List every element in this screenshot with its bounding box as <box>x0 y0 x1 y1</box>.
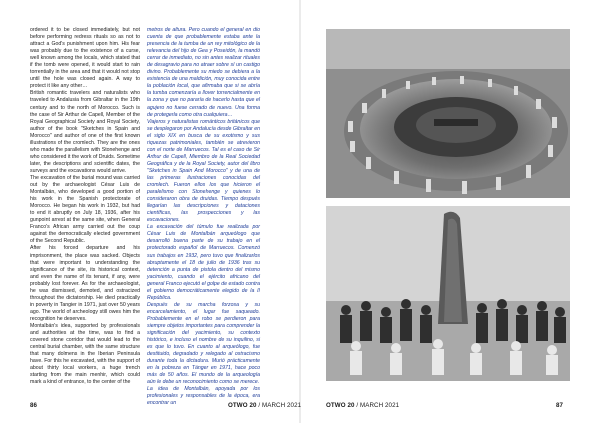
spanish-paragraph: metros de altura. Pero cuando el general en dio cuenta de que probablemente estaba ante la presencia de la tumba de un rey mitológico de la relevancia del hijo de Gea y Poseidón, la mandó cerrar de inmediato, no sin antes realizar rituales de desagravio para no atraer sobre sí un castigo divino. Probablemente su miedo se debiera a la existencia de una maldición, muy conocida entre la población local, que afirmaba que si se abría la tumba comenzaría a llover torrencialmente en la zona y que no pararía de hacerlo hasta que el agujero no fuese cerrado de nuevo. Una forma de protegerla como otra cualquiera… <box>147 27 260 118</box>
magazine-issue: OTWO 20 <box>228 402 257 409</box>
spanish-paragraph: La idea de Montalbán, apoyada por los profesionales y responsables de la época, era encontrar un <box>147 386 260 407</box>
english-paragraph: ordered it to be closed immediately, but not before performing redress rituals so as not to attract a God's punishment upon him. His fear was probably due to the existence of a curse, well known among the locals, which stated that if the tomb were opened, it would start to rain torrentially in the area and that it would not stop until the hole was closed again. A way to protect it like any other… <box>30 27 140 90</box>
page-gutter <box>299 0 301 423</box>
page-number-right: 87 <box>556 402 564 409</box>
magazine-issue: OTWO 20 <box>326 402 355 409</box>
spanish-paragraph: Después de su marcha forzosa y su encarcelamiento, el lugar fue saqueado. Probablemente en el robo se perdieron para siempre objetos importantes para comprender la significación del yacimiento, su contexto histórico, e incluso el nombre de su inquilino, si es que lo tuvo. En cuanto al arqueólogo, fue destituido, degradado y relegado al ostracismo durante toda la dictadura. Murió prácticamente en la pobreza en Tánger en 1971, hace poco más de 50 años. El mundo de la arqueología aún le debe un reconocimiento como se merece. <box>147 301 260 386</box>
magazine-date: / MARCH 2021 <box>256 402 302 409</box>
magazine-footer-right <box>326 402 399 409</box>
english-text-column <box>30 27 140 398</box>
english-paragraph: British romantic travelers and naturalists who traveled to Andalusia from Gibraltar in the 19th century and to the north of Morocco. Such is the case of Sir Arthur de Capell, Member of the Royal Geographical Society and Royal Society, author of the book "Sketches in Spain and Morocco" and author of one of the first known illustrations of the cromlech. They are the ones who made the parallelism with Stonehenge and who considered it the work of Druids. Sometime later, the descriptions and scientific dates, the surveys and the excavations would arrive. <box>30 90 140 174</box>
spanish-paragraph: La excavación del túmulo fue realizada por César Luis de Montalbán arqueólogo que desarrolló buena parte de su trabajo en el protectorado español de Marruecos. Comenzó sus trabajos en 1932, pero tuvo que finalizarlos abruptamente el 18 de julio de 1936 tras su detención a punta de pistola dentro del mismo yacimiento, cuando el ejército africano del general Franco ejecutó el golpe de estado contra el gobierno democráticamente elegido de la II República. <box>147 224 260 301</box>
magazine-footer-left <box>228 402 301 409</box>
english-paragraph: Montalbán's idea, supported by professionals and authorities at the time, was to find a covered stone corridor that would lead to the central burial chamber, with the same structure that many dolmens in the Iberian Peninsula have. For this he excavated, with the support of about thirty local workers, a huge trench starting from the main menhir, which could mark a kind of entrance, to the center of the <box>30 322 140 386</box>
stone-circle-illustration <box>326 29 570 198</box>
english-paragraph: After his forced departure and his imprisonment, the place was sacked. Objects that were important to understanding the significance of the site, its historical context, and even the name of its tenant, if any, were probably lost forever. As for the archaeologist, he was dismissed, demoted, and ostracized throughout the dictatorship. He died practically in poverty in Tangier in 1971, just over 50 years ago. The world of archeology still owes him the recognition he deserves. <box>30 245 140 322</box>
stone-circle-photo <box>326 29 570 198</box>
page-number-left: 86 <box>30 402 38 409</box>
spanish-paragraph: Viajeros y naturalistas románticos británicos que se desplegaron por Andalucía desde Gibraltar en el siglo XIX en busca de su exotismo y sus riquezas patrimoniales, también se atrevieron con el norte de Marruecos. Tal es el caso de Sir Arthur de Capell, Miembro de la Real Sociedad Geográfica y de la Royal Society, autor del libro "Sketches in Spain And Morocco" y de una de las primeras ilustraciones conocidas del cromlech. Fueron ellos los que hicieron el paralelismo con Stonehenge y quienes lo consideraron obra de druidas. Tiempo después llegarían las descripciones y dataciones científicas, las prospecciones y las excavaciones. <box>147 118 260 224</box>
menhir-illustration <box>326 206 570 381</box>
english-paragraph: The excavation of the burial mound was carried out by the archaeologist César Luis de Montalbán, who developed a good portion of his work in the Spanish protectorate of Morocco. He began his work in 1932, but had to end it abruptly on July 18, 1936, after his gunpoint arrest at the same site, when General Franco's African army carried out the coup against the democratically elected government of the Second Republic. <box>30 174 140 245</box>
menhir-workers-photo <box>326 206 570 381</box>
magazine-date: / MARCH 2021 <box>354 402 400 409</box>
